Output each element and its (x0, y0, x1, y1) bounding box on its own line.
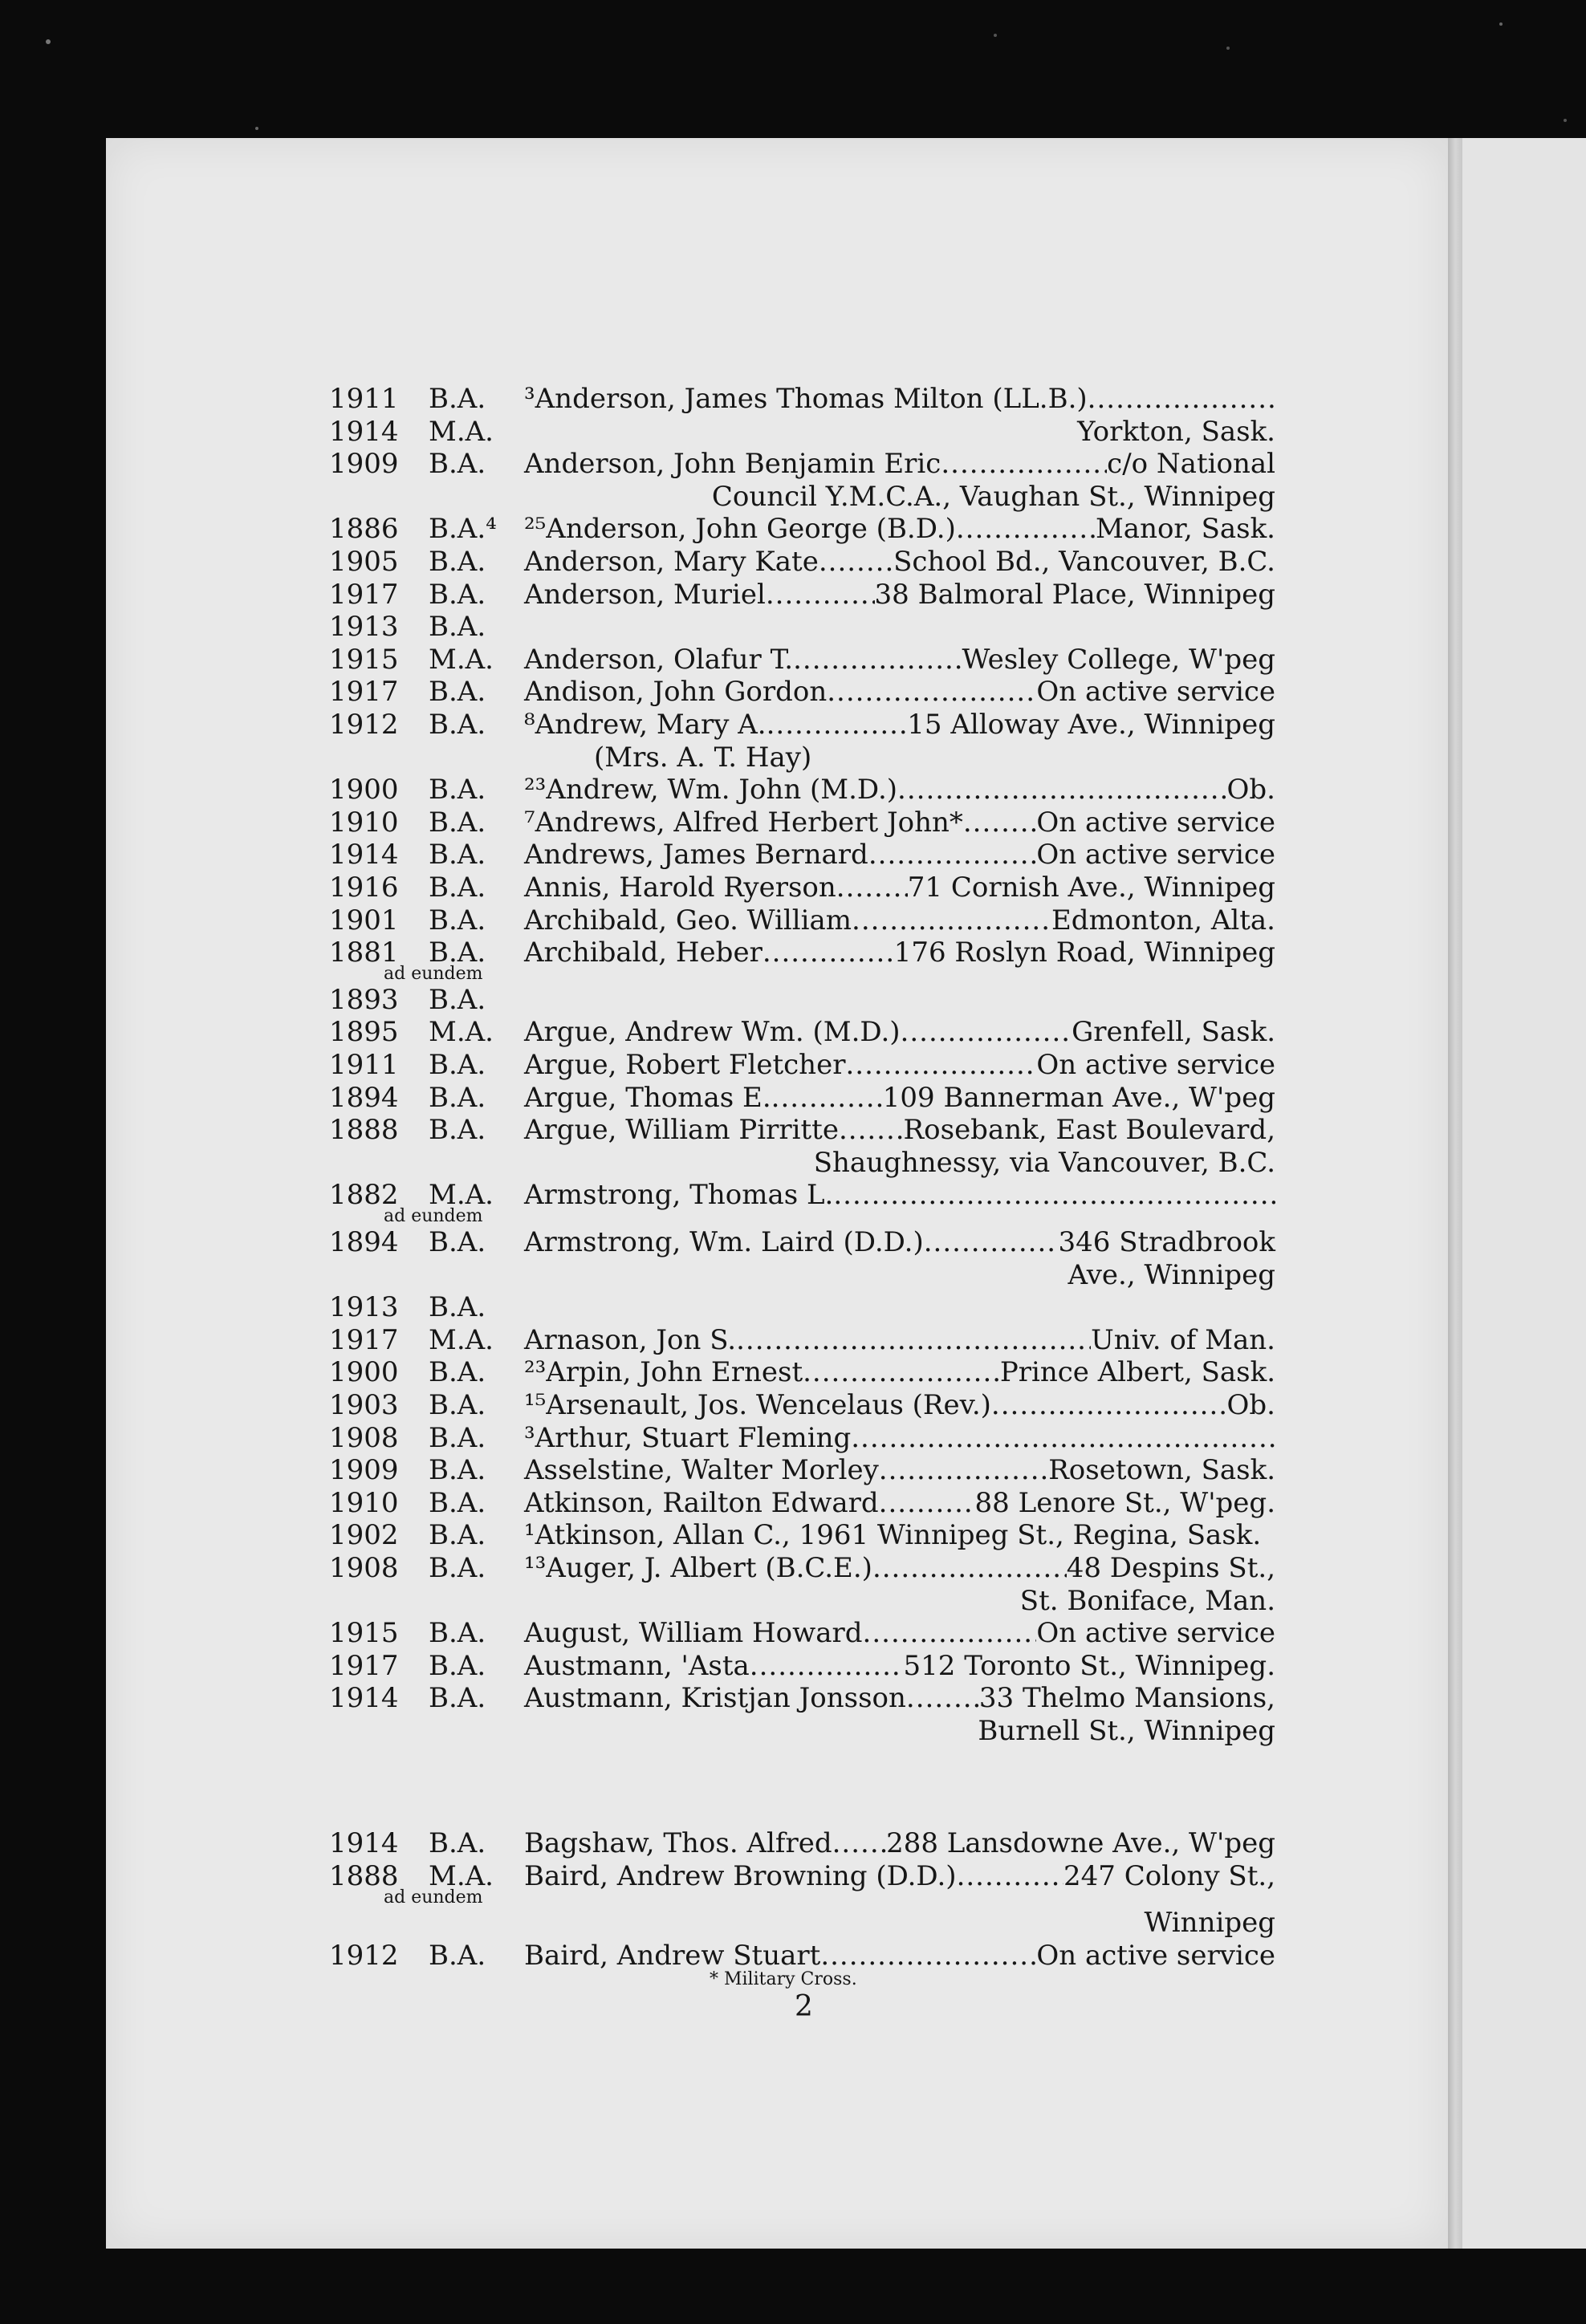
leader-dots (803, 1357, 1000, 1387)
leader-dots (820, 1940, 1036, 1971)
entry-year: 1912 (329, 709, 399, 741)
entry-year: 1914 (329, 1827, 399, 1859)
leader-dots (762, 937, 894, 968)
entry-address: On active service (1036, 1049, 1275, 1081)
entry-row (524, 579, 1275, 610)
entry-name: ³Arthur, Stuart Fleming (524, 1421, 852, 1454)
entry-row (524, 1520, 1275, 1550)
entry-name: ²³Arpin, John Ernest (524, 1356, 803, 1389)
leader-dots (956, 514, 1096, 544)
leader-dots (766, 579, 875, 610)
entry-name: Austmann, Kristjan Jonsson (524, 1682, 906, 1715)
entry-year: 1901 (329, 904, 399, 937)
entry-degree: B.A.⁴ (429, 513, 497, 546)
leader-dots (771, 1083, 883, 1113)
entry-row (524, 1553, 1275, 1583)
entry-year: 1913 (329, 1291, 399, 1324)
entry-name: Baird, Andrew Browning (D.D.) (524, 1859, 957, 1892)
entry-degree: B.A. (429, 1049, 486, 1081)
entry-degree: B.A. (429, 1682, 486, 1715)
entry-year: 1917 (329, 676, 399, 709)
entry-degree: B.A. (429, 839, 486, 872)
entry-name: Atkinson, Railton Edward (524, 1486, 879, 1519)
entry-degree: B.A. (429, 611, 486, 644)
entry-year: 1909 (329, 448, 399, 481)
leader-dots (836, 872, 908, 903)
entry-row (524, 416, 1275, 447)
entry-name: Baird, Andrew Stuart (524, 1939, 821, 1972)
entry-degree: B.A. (429, 1617, 486, 1650)
leader-dots (845, 1050, 1036, 1080)
entry-degree: B.A. (429, 983, 486, 1016)
entry-year: 1882 (329, 1179, 399, 1212)
entry-year: 1912 (329, 1939, 399, 1972)
entry-address: On active service (1036, 676, 1275, 709)
entry-degree: B.A. (429, 872, 486, 904)
entry-continuation: Ave., Winnipeg (1068, 1258, 1275, 1291)
entry-year: 1917 (329, 1323, 399, 1356)
entry-degree: B.A. (429, 806, 486, 839)
entry-row (524, 1618, 1275, 1648)
entry-address: On active service (1036, 1939, 1275, 1972)
entry-address: 176 Roslyn Road, Winnipeg (893, 937, 1275, 969)
leader-dots (879, 1488, 975, 1518)
entry-year: 1917 (329, 1649, 399, 1682)
entry-address: 288 Lansdowne Ave., W'peg (886, 1827, 1275, 1859)
entry-row (524, 514, 1275, 544)
entry-name: Argue, Andrew Wm. (M.D.) (524, 1016, 901, 1049)
entry-name: Anderson, Mary Kate (524, 546, 819, 578)
entry-degree: B.A. (429, 1827, 486, 1859)
entry-year: 1910 (329, 806, 399, 839)
entry-degree: B.A. (429, 546, 486, 578)
entry-continuation: (Mrs. A. T. Hay) (594, 741, 812, 774)
entry-row (524, 872, 1275, 903)
entry-year: 1908 (329, 1421, 399, 1454)
entry-year: 1886 (329, 513, 399, 546)
entry-name: Armstrong, Wm. Laird (D.D.) (524, 1226, 924, 1258)
entry-address: 247 Colony St., (1063, 1859, 1275, 1892)
entry-row (524, 1828, 1275, 1859)
leader-dots (906, 1683, 979, 1713)
entry-row (524, 1651, 1275, 1681)
entry-degree: B.A. (429, 774, 486, 806)
leader-dots (897, 774, 1227, 805)
entry-name: Andison, John Gordon (524, 676, 828, 709)
leader-dots (879, 1455, 1048, 1485)
entry-year: 1893 (329, 983, 399, 1016)
entry-degree: M.A. (429, 415, 494, 448)
leader-dots (819, 546, 893, 577)
entry-address: 346 Stradbrook (1058, 1226, 1275, 1258)
leader-dots (793, 644, 962, 675)
entry-name: Anderson, Olafur T. (524, 643, 794, 676)
entry-year: 1914 (329, 839, 399, 872)
book-spine (1448, 138, 1462, 2249)
entry-address: Grenfell, Sask. (1072, 1016, 1275, 1049)
entry-row (524, 1455, 1275, 1485)
leader-dots (750, 1651, 904, 1681)
leader-dots (957, 1861, 1063, 1891)
entry-degree: M.A. (429, 643, 494, 676)
entry-degree: B.A. (429, 1081, 486, 1114)
entry-degree: B.A. (429, 1226, 486, 1258)
entry-degree: B.A. (429, 1389, 486, 1421)
entry-row (524, 807, 1275, 838)
entry-year: 1917 (329, 578, 399, 611)
entry-degree: B.A. (429, 578, 486, 611)
entry-degree: B.A. (429, 709, 486, 741)
entry-name: ²³Andrew, Wm. John (M.D.) (524, 774, 898, 806)
entry-year: 1914 (329, 1682, 399, 1715)
entry-name: Anderson, John Benjamin Eric (524, 448, 941, 481)
leader-dots (767, 709, 908, 740)
footnote: * Military Cross. (710, 1969, 857, 1989)
entry-address: Edmonton, Alta. (1051, 904, 1275, 937)
entry-address: On active service (1036, 839, 1275, 872)
entry-degree: B.A. (429, 1486, 486, 1519)
entry-year: 1914 (329, 415, 399, 448)
entry-degree: B.A. (429, 1939, 486, 1972)
entry-row (524, 839, 1275, 870)
leader-dots (941, 449, 1107, 479)
leader-dots (991, 1390, 1227, 1420)
entry-degree: B.A. (429, 383, 486, 415)
entry-name: Austmann, 'Asta (524, 1649, 750, 1682)
entry-address: 15 Alloway Ave., Winnipeg (907, 709, 1275, 741)
entry-row (524, 1325, 1275, 1355)
entry-degree: B.A. (429, 1291, 486, 1324)
entry-address: 512 Toronto St., Winnipeg. (903, 1649, 1275, 1682)
entry-name: Andrews, James Bernard (524, 839, 868, 872)
entry-name: Argue, Thomas E. (524, 1081, 771, 1114)
entry-year: 1881 (329, 937, 399, 969)
entry-name: ⁷Andrews, Alfred Herbert John* (524, 806, 963, 839)
entry-name: ²⁵Anderson, John George (B.D.) (524, 513, 956, 546)
entry-name: Argue, William Pirritte (524, 1114, 839, 1147)
entry-row (524, 1390, 1275, 1420)
entry-year: 1894 (329, 1081, 399, 1114)
entry-name: August, William Howard (524, 1617, 863, 1650)
entry-year: 1903 (329, 1389, 399, 1421)
entry-name: ¹³Auger, J. Albert (B.C.E.) (524, 1552, 872, 1584)
entry-address: On active service (1036, 1617, 1275, 1650)
entry-name: Arnason, Jon S. (524, 1323, 737, 1356)
entry-year: 1915 (329, 643, 399, 676)
entry-continuation: Shaughnessy, via Vancouver, B.C. (813, 1146, 1275, 1179)
entry-year: 1900 (329, 774, 399, 806)
entry-continuation: Winnipeg (1144, 1907, 1275, 1940)
entry-address: Rosebank, East Boulevard, (903, 1114, 1275, 1147)
entry-name: ¹⁵Arsenault, Jos. Wencelaus (Rev.) (524, 1389, 991, 1421)
entry-row (524, 1017, 1275, 1047)
entry-row (524, 1180, 1275, 1210)
entry-year: 1913 (329, 611, 399, 644)
entry-continuation: Council Y.M.C.A., Vaughan St., Winnipeg (711, 480, 1275, 513)
page-number: 2 (795, 1990, 813, 2023)
entry-name: ⁸Andrew, Mary A. (524, 709, 767, 741)
entry-degree: M.A. (429, 1859, 494, 1892)
ad-eundem-note: ad eundem (384, 1206, 483, 1227)
entry-row (524, 1083, 1275, 1113)
entry-year: 1888 (329, 1114, 399, 1147)
entry-address: Manor, Sask. (1095, 513, 1275, 546)
entry-row (524, 1940, 1275, 1971)
leader-dots (827, 676, 1036, 707)
entry-degree: B.A. (429, 1421, 486, 1454)
leader-dots (863, 1618, 1037, 1648)
leader-dots (839, 1115, 904, 1145)
entry-row (524, 1683, 1275, 1713)
entry-row (524, 905, 1275, 936)
entry-degree: B.A. (429, 904, 486, 937)
entry-row (524, 937, 1275, 968)
entry-year: 1905 (329, 546, 399, 578)
entry-address: 71 Cornish Ave., Winnipeg (907, 872, 1275, 904)
entry-row (524, 1861, 1275, 1891)
entry-row (524, 546, 1275, 577)
entry-degree: B.A. (429, 1519, 486, 1552)
entry-address: Wesley College, W'peg (962, 643, 1275, 676)
entry-name: Archibald, Geo. William (524, 904, 852, 937)
entry-degree: M.A. (429, 1323, 494, 1356)
entry-year: 1911 (329, 383, 399, 415)
leader-dots (852, 905, 1051, 936)
entry-name: Annis, Harold Ryerson (524, 872, 836, 904)
entry-year: 1900 (329, 1356, 399, 1389)
ad-eundem-note: ad eundem (384, 964, 483, 985)
entry-address: On active service (1036, 806, 1275, 839)
entry-name: ³Anderson, James Thomas Milton (LL.B.) (524, 383, 1088, 415)
entry-row (524, 1357, 1275, 1387)
entry-degree: B.A. (429, 1114, 486, 1147)
entry-address: Rosetown, Sask. (1048, 1454, 1275, 1487)
leader-dots (924, 1227, 1059, 1257)
leader-dots (851, 1423, 1275, 1453)
entry-year: 1894 (329, 1226, 399, 1258)
entry-address: 88 Lenore St., W'peg. (974, 1486, 1275, 1519)
entry-year: 1908 (329, 1552, 399, 1584)
entry-year: 1895 (329, 1016, 399, 1049)
entry-continuation: St. Boniface, Man. (1019, 1584, 1275, 1617)
ad-eundem-note: ad eundem (384, 1887, 483, 1908)
entry-row (524, 1423, 1275, 1453)
entry-address: 33 Thelmo Mansions, (978, 1682, 1275, 1715)
entry-address: c/o National (1107, 448, 1275, 481)
leader-dots (872, 1553, 1067, 1583)
entry-address: Ob. (1226, 774, 1275, 806)
entry-address: Yorkton, Sask. (1077, 415, 1275, 448)
leader-dots (833, 1180, 1275, 1210)
leader-dots (901, 1017, 1072, 1047)
entry-degree: B.A. (429, 448, 486, 481)
leader-dots (832, 1828, 886, 1859)
entry-row (524, 644, 1275, 675)
entry-continuation: Burnell St., Winnipeg (978, 1715, 1275, 1747)
entry-year: 1888 (329, 1859, 399, 1892)
entry-degree: M.A. (429, 1016, 494, 1049)
entry-name: ¹Atkinson, Allan C., 1961 Winnipeg St., Regina, Sask. (524, 1519, 1262, 1552)
entry-row (524, 676, 1275, 707)
entry-row (524, 384, 1275, 414)
entry-row (524, 774, 1275, 805)
leader-dots (736, 1325, 1091, 1355)
entry-address: 38 Balmoral Place, Winnipeg (874, 578, 1275, 611)
entry-year: 1911 (329, 1049, 399, 1081)
entry-degree: M.A. (429, 1179, 494, 1212)
entry-name: Asselstine, Walter Morley (524, 1454, 879, 1487)
leader-dots (868, 839, 1037, 870)
entry-name: Archibald, Heber (524, 937, 762, 969)
entry-degree: B.A. (429, 676, 486, 709)
entry-name: Armstrong, Thomas L. (524, 1179, 834, 1212)
entry-address: 48 Despins St., (1066, 1552, 1275, 1584)
entry-row (524, 1488, 1275, 1518)
entry-row (524, 1115, 1275, 1145)
entry-row (524, 1050, 1275, 1080)
entry-degree: B.A. (429, 1552, 486, 1584)
entry-name: Argue, Robert Fletcher (524, 1049, 846, 1081)
entry-row (524, 1227, 1275, 1257)
entry-address: 109 Bannerman Ave., W'peg (882, 1081, 1275, 1114)
entry-name: Anderson, Muriel (524, 578, 766, 611)
entry-year: 1909 (329, 1454, 399, 1487)
leader-dots (963, 807, 1036, 838)
entry-year: 1910 (329, 1486, 399, 1519)
entry-address: Univ. of Man. (1091, 1323, 1275, 1356)
leader-dots (1088, 384, 1275, 414)
entry-degree: B.A. (429, 937, 486, 969)
entry-degree: B.A. (429, 1356, 486, 1389)
entry-row (524, 709, 1275, 740)
entry-row (524, 449, 1275, 479)
entry-address: Prince Albert, Sask. (999, 1356, 1275, 1389)
entry-year: 1902 (329, 1519, 399, 1552)
facing-page-edge (1462, 138, 1586, 2249)
entry-year: 1916 (329, 872, 399, 904)
entry-name: Bagshaw, Thos. Alfred (524, 1827, 832, 1859)
entry-degree: B.A. (429, 1649, 486, 1682)
entry-year: 1915 (329, 1617, 399, 1650)
entry-address: Ob. (1226, 1389, 1275, 1421)
entry-degree: B.A. (429, 1454, 486, 1487)
entry-address: School Bd., Vancouver, B.C. (893, 546, 1275, 578)
